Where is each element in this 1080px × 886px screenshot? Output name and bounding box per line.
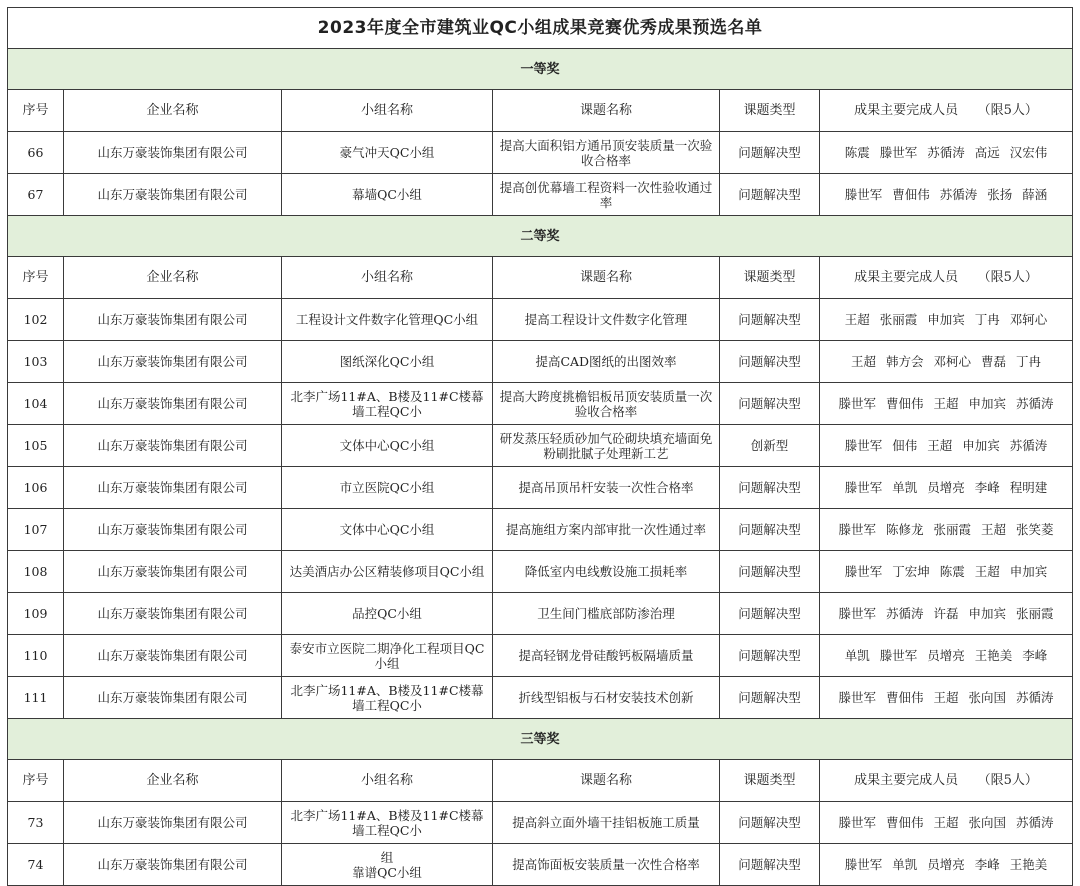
member-name: 陈震 <box>844 145 870 160</box>
award-list-table <box>7 7 1073 886</box>
cell-topic: 提高CAD图纸的出图效率 <box>493 341 720 383</box>
cell-type: 问题解决型 <box>720 802 820 844</box>
cell-members <box>820 844 1073 886</box>
section-title: 二等奖 <box>8 216 1073 257</box>
member-name: 王超 <box>933 815 959 830</box>
cell-type: 问题解决型 <box>720 844 820 886</box>
table-row <box>8 551 1073 593</box>
member-name: 王超 <box>933 690 959 705</box>
member-name: 王艳美 <box>1009 857 1048 872</box>
member-name: 王超 <box>927 438 953 453</box>
column-header: 课题名称 <box>493 257 720 299</box>
cell-company: 山东万豪装饰集团有限公司 <box>64 635 282 677</box>
column-header: 成果主要完成人员 （限5人） <box>820 760 1073 802</box>
cell-topic: 降低室内电线敷设施工损耗率 <box>493 551 720 593</box>
member-name: 申加宾 <box>962 438 1000 453</box>
cell-company: 山东万豪装饰集团有限公司 <box>64 802 282 844</box>
member-name: 苏循涛 <box>1016 396 1054 411</box>
table-row <box>8 383 1073 425</box>
member-name: 苏循涛 <box>1009 438 1048 453</box>
cell-group: 工程设计文件数字化管理QC小组 <box>282 299 493 341</box>
member-name: 高远 <box>974 145 1000 160</box>
table-row <box>8 132 1073 174</box>
member-name: 汉宏伟 <box>1009 145 1048 160</box>
cell-type: 问题解决型 <box>720 635 820 677</box>
cell-type: 问题解决型 <box>720 174 820 216</box>
member-name: 苏循涛 <box>1016 690 1054 705</box>
cell-type: 问题解决型 <box>720 467 820 509</box>
member-name: 李峰 <box>974 480 1000 495</box>
member-name: 滕世军 <box>844 187 883 202</box>
member-name: 滕世军 <box>844 480 883 495</box>
cell-group: 豪气冲天QC小组 <box>282 132 493 174</box>
table-row <box>8 341 1073 383</box>
column-header: 课题类型 <box>720 90 820 132</box>
member-name: 王超 <box>974 564 1000 579</box>
cell-topic: 提高工程设计文件数字化管理 <box>493 299 720 341</box>
member-name: 李峰 <box>1022 648 1048 663</box>
table-row <box>8 174 1073 216</box>
member-name: 邓轲心 <box>1009 312 1048 327</box>
page-title: 2023年度全市建筑业QC小组成果竞赛优秀成果预选名单 <box>8 8 1073 49</box>
cell-number: 66 <box>8 132 64 174</box>
cell-company: 山东万豪装饰集团有限公司 <box>64 467 282 509</box>
cell-type: 问题解决型 <box>720 383 820 425</box>
member-name: 张向国 <box>968 815 1007 830</box>
member-name: 滕世军 <box>838 396 876 411</box>
cell-group: 市立医院QC小组 <box>282 467 493 509</box>
cell-number: 108 <box>8 551 64 593</box>
cell-topic: 提高斜立面外墙干挂铝板施工质量 <box>493 802 720 844</box>
cell-number: 109 <box>8 593 64 635</box>
cell-members <box>820 425 1073 467</box>
column-header: 企业名称 <box>64 760 282 802</box>
member-name: 王艳美 <box>974 648 1013 663</box>
cell-members <box>820 802 1073 844</box>
cell-members <box>820 383 1073 425</box>
column-header: 成果主要完成人员 （限5人） <box>820 257 1073 299</box>
member-name: 申加宾 <box>968 606 1007 621</box>
cell-company: 山东万豪装饰集团有限公司 <box>64 844 282 886</box>
member-name: 丁冉 <box>974 312 1000 327</box>
table-body <box>8 8 1073 886</box>
cell-number: 110 <box>8 635 64 677</box>
cell-members <box>820 467 1073 509</box>
member-name: 丁冉 <box>1016 354 1042 369</box>
column-header: 成果主要完成人员 （限5人） <box>820 90 1073 132</box>
cell-number: 73 <box>8 802 64 844</box>
cell-topic: 提高大跨度挑檐铝板吊顶安装质量一次验收合格率 <box>493 383 720 425</box>
member-name: 滕世军 <box>844 857 883 872</box>
member-name: 申加宾 <box>968 396 1007 411</box>
table-row <box>8 802 1073 844</box>
member-name: 丁宏坤 <box>892 564 930 579</box>
cell-company: 山东万豪装饰集团有限公司 <box>64 174 282 216</box>
cell-group: 北李广场11#A、B楼及11#C楼幕墙工程QC小 <box>282 677 493 719</box>
cell-type: 问题解决型 <box>720 551 820 593</box>
cell-company: 山东万豪装饰集团有限公司 <box>64 383 282 425</box>
column-header: 企业名称 <box>64 257 282 299</box>
member-name: 许磊 <box>933 606 959 621</box>
column-header: 序号 <box>8 760 64 802</box>
table-row <box>8 509 1073 551</box>
cell-number: 67 <box>8 174 64 216</box>
cell-company: 山东万豪装饰集团有限公司 <box>64 677 282 719</box>
cell-type: 创新型 <box>720 425 820 467</box>
cell-members <box>820 593 1073 635</box>
member-name: 曹佃伟 <box>886 396 924 411</box>
member-name: 员增亮 <box>927 480 965 495</box>
member-name: 单凯 <box>892 857 918 872</box>
table-row <box>8 635 1073 677</box>
member-name: 苏循涛 <box>1016 815 1054 830</box>
cell-type: 问题解决型 <box>720 593 820 635</box>
cell-company: 山东万豪装饰集团有限公司 <box>64 509 282 551</box>
member-name: 滕世军 <box>838 522 876 537</box>
table-row <box>8 299 1073 341</box>
member-name: 王超 <box>850 354 876 369</box>
member-name: 程明建 <box>1009 480 1048 495</box>
member-name: 滕世军 <box>838 815 876 830</box>
table-row <box>8 677 1073 719</box>
member-name: 滕世军 <box>838 606 876 621</box>
cell-group: 泰安市立医院二期净化工程项目QC小组 <box>282 635 493 677</box>
cell-company: 山东万豪装饰集团有限公司 <box>64 132 282 174</box>
member-name: 张向国 <box>968 690 1007 705</box>
member-name: 张丽霞 <box>1016 606 1054 621</box>
cell-group: 幕墙QC小组 <box>282 174 493 216</box>
cell-type: 问题解决型 <box>720 509 820 551</box>
cell-topic: 提高轻钢龙骨硅酸钙板隔墙质量 <box>493 635 720 677</box>
member-name: 张笑菱 <box>1016 522 1054 537</box>
cell-number: 105 <box>8 425 64 467</box>
cell-topic: 提高施组方案内部审批一次性通过率 <box>493 509 720 551</box>
member-name: 滕世军 <box>879 648 918 663</box>
table-row <box>8 467 1073 509</box>
member-name: 邓柯心 <box>933 354 972 369</box>
member-name: 李峰 <box>974 857 1000 872</box>
cell-members <box>820 341 1073 383</box>
member-name: 曹磊 <box>981 354 1007 369</box>
column-header-row <box>8 90 1073 132</box>
cell-group: 组 靠谱QC小组 <box>282 844 493 886</box>
member-name: 韩方会 <box>886 354 924 369</box>
column-header-row <box>8 760 1073 802</box>
cell-type: 问题解决型 <box>720 132 820 174</box>
cell-company: 山东万豪装饰集团有限公司 <box>64 299 282 341</box>
column-header: 课题名称 <box>493 90 720 132</box>
cell-type: 问题解决型 <box>720 299 820 341</box>
column-header: 序号 <box>8 90 64 132</box>
column-header: 课题类型 <box>720 257 820 299</box>
cell-type: 问题解决型 <box>720 677 820 719</box>
column-header: 课题类型 <box>720 760 820 802</box>
cell-members <box>820 509 1073 551</box>
cell-number: 103 <box>8 341 64 383</box>
member-name: 张丽霞 <box>933 522 972 537</box>
column-header: 课题名称 <box>493 760 720 802</box>
member-name: 曹佃伟 <box>886 815 924 830</box>
title-row <box>8 8 1073 49</box>
cell-number: 102 <box>8 299 64 341</box>
member-name: 滕世军 <box>844 564 883 579</box>
column-header-row <box>8 257 1073 299</box>
cell-members <box>820 132 1073 174</box>
section-title: 一等奖 <box>8 49 1073 90</box>
member-name: 员增亮 <box>927 857 965 872</box>
member-name: 申加宾 <box>1009 564 1048 579</box>
cell-members <box>820 299 1073 341</box>
member-name: 王超 <box>844 312 870 327</box>
member-name: 王超 <box>981 522 1007 537</box>
cell-members <box>820 635 1073 677</box>
cell-group: 达美酒店办公区精装修项目QC小组 <box>282 551 493 593</box>
member-name: 王超 <box>933 396 959 411</box>
cell-group: 北李广场11#A、B楼及11#C楼幕墙工程QC小 <box>282 383 493 425</box>
cell-topic: 提高吊顶吊杆安装一次性合格率 <box>493 467 720 509</box>
member-name: 陈修龙 <box>886 522 924 537</box>
table-row <box>8 425 1073 467</box>
column-header: 企业名称 <box>64 90 282 132</box>
member-name: 曹佃伟 <box>892 187 930 202</box>
member-name: 苏循涛 <box>927 145 965 160</box>
member-name: 佃伟 <box>892 438 918 453</box>
member-name: 申加宾 <box>927 312 965 327</box>
member-name: 单凯 <box>844 648 870 663</box>
cell-members <box>820 677 1073 719</box>
column-header: 小组名称 <box>282 257 493 299</box>
cell-group: 文体中心QC小组 <box>282 425 493 467</box>
cell-topic: 提高创优幕墙工程资料一次性验收通过率 <box>493 174 720 216</box>
cell-number: 107 <box>8 509 64 551</box>
member-name: 曹佃伟 <box>886 690 924 705</box>
member-name: 张丽霞 <box>879 312 918 327</box>
member-name: 滕世军 <box>838 690 876 705</box>
member-name: 苏循涛 <box>939 187 978 202</box>
cell-number: 74 <box>8 844 64 886</box>
cell-topic: 卫生间门槛底部防渗治理 <box>493 593 720 635</box>
cell-members <box>820 174 1073 216</box>
cell-members <box>820 551 1073 593</box>
section-title: 三等奖 <box>8 719 1073 760</box>
cell-group: 北李广场11#A、B楼及11#C楼幕墙工程QC小 <box>282 802 493 844</box>
member-name: 薛涵 <box>1022 187 1048 202</box>
cell-topic: 研发蒸压轻质砂加气砼砌块填充墙面免粉刷批腻子处理新工艺 <box>493 425 720 467</box>
cell-number: 111 <box>8 677 64 719</box>
cell-group: 图纸深化QC小组 <box>282 341 493 383</box>
table-row <box>8 844 1073 886</box>
cell-topic: 提高饰面板安装质量一次性合格率 <box>493 844 720 886</box>
cell-number: 106 <box>8 467 64 509</box>
cell-company: 山东万豪装饰集团有限公司 <box>64 425 282 467</box>
section-row <box>8 49 1073 90</box>
member-name: 滕世军 <box>879 145 918 160</box>
cell-topic: 折线型铝板与石材安装技术创新 <box>493 677 720 719</box>
column-header: 小组名称 <box>282 760 493 802</box>
cell-company: 山东万豪装饰集团有限公司 <box>64 341 282 383</box>
section-row <box>8 719 1073 760</box>
cell-type: 问题解决型 <box>720 341 820 383</box>
cell-number: 104 <box>8 383 64 425</box>
member-name: 员增亮 <box>927 648 965 663</box>
table-row <box>8 593 1073 635</box>
member-name: 单凯 <box>892 480 918 495</box>
cell-company: 山东万豪装饰集团有限公司 <box>64 551 282 593</box>
column-header: 小组名称 <box>282 90 493 132</box>
member-name: 陈震 <box>939 564 965 579</box>
cell-topic: 提高大面积铝方通吊顶安装质量一次验收合格率 <box>493 132 720 174</box>
member-name: 苏循涛 <box>886 606 924 621</box>
cell-group: 文体中心QC小组 <box>282 509 493 551</box>
cell-company: 山东万豪装饰集团有限公司 <box>64 593 282 635</box>
cell-group: 品控QC小组 <box>282 593 493 635</box>
member-name: 滕世军 <box>844 438 883 453</box>
column-header: 序号 <box>8 257 64 299</box>
member-name: 张扬 <box>987 187 1013 202</box>
section-row <box>8 216 1073 257</box>
